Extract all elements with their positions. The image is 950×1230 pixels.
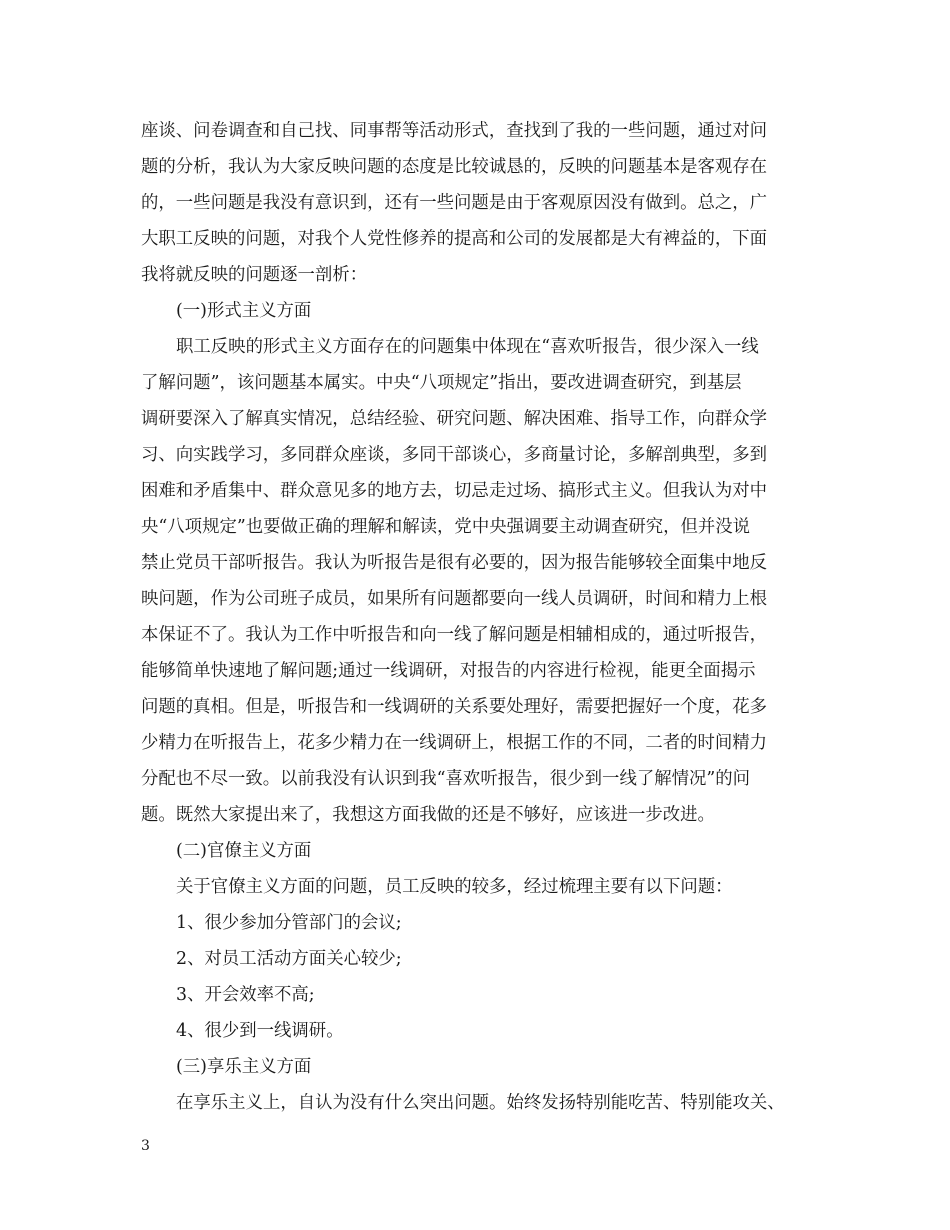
text-line: 题的分析，我认为大家反映问题的态度是比较诚恳的，反映的问题基本是客观存在 xyxy=(141,157,768,177)
text-line: 我将就反映的问题逐一剖析： xyxy=(141,265,368,285)
text-line: 问题的真相。但是，听报告和一线调研的关系要处理好，需要把握好一个度，花多 xyxy=(141,697,768,717)
text-line: 1、很少参加分管部门的会议; xyxy=(176,913,402,933)
text-line: (三)享乐主义方面 xyxy=(176,1057,312,1077)
text-line: 能够简单快速地了解问题;通过一线调研，对报告的内容进行检视，能更全面揭示 xyxy=(141,661,756,681)
text-line: 映问题，作为公司班子成员，如果所有问题都要向一线人员调研，时间和精力上根 xyxy=(141,589,768,609)
text-line: 调研要深入了解真实情况，总结经验、研究问题、解决困难、指导工作，向群众学 xyxy=(141,409,768,429)
text-line: 的，一些问题是我没有意识到，还有一些问题是由于客观原因没有做到。总之，广 xyxy=(141,193,768,213)
text-line: 困难和矛盾集中、群众意见多的地方去，切忌走过场、搞形式主义。但我认为对中 xyxy=(141,481,768,501)
text-line: 在享乐主义上，自认为没有什么突出问题。始终发扬特别能吃苦、特别能攻关、 xyxy=(176,1093,785,1113)
text-line: 禁止党员干部听报告。我认为听报告是很有必要的，因为报告能够较全面集中地反 xyxy=(141,553,768,573)
body-text xyxy=(141,113,821,1121)
text-line: 了解问题”，该问题基本属实。中央“八项规定”指出，要改进调查研究，到基层 xyxy=(141,373,742,393)
text-line: 3、开会效率不高; xyxy=(176,985,315,1005)
text-line: 关于官僚主义方面的问题，员工反映的较多，经过梳理主要有以下问题： xyxy=(176,877,733,897)
text-line: 央“八项规定”也要做正确的理解和解读，党中央强调要主动调查研究，但并没说 xyxy=(141,517,751,537)
text-line: 座谈、问卷调查和自己找、同事帮等活动形式，查找到了我的一些问题，通过对问 xyxy=(141,121,768,141)
text-line: 职工反映的形式主义方面存在的问题集中体现在“喜欢听报告，很少深入一线 xyxy=(176,337,759,357)
text-line: 题。既然大家提出来了，我想这方面我做的还是不够好，应该进一步改进。 xyxy=(141,805,715,825)
text-line: 少精力在听报告上，花多少精力在一线调研上，根据工作的不同，二者的时间精力 xyxy=(141,733,768,753)
text-line: (二)官僚主义方面 xyxy=(176,841,312,861)
text-line: 4、很少到一线调研。 xyxy=(176,1021,344,1041)
text-line: 大职工反映的问题，对我个人党性修养的提高和公司的发展都是大有裨益的，下面 xyxy=(141,229,768,249)
text-line: 本保证不了。我认为工作中听报告和向一线了解问题是相辅相成的，通过听报告， xyxy=(141,625,768,645)
text-line: 习、向实践学习，多同群众座谈，多同干部谈心，多商量讨论，多解剖典型，多到 xyxy=(141,445,768,465)
text-line: 分配也不尽一致。以前我没有认识到我“喜欢听报告，很少到一线了解情况”的问 xyxy=(141,769,751,789)
text-line: (一)形式主义方面 xyxy=(176,301,312,321)
text-line: 2、对员工活动方面关心较少; xyxy=(176,949,402,969)
page-number: 3 xyxy=(141,1138,150,1154)
